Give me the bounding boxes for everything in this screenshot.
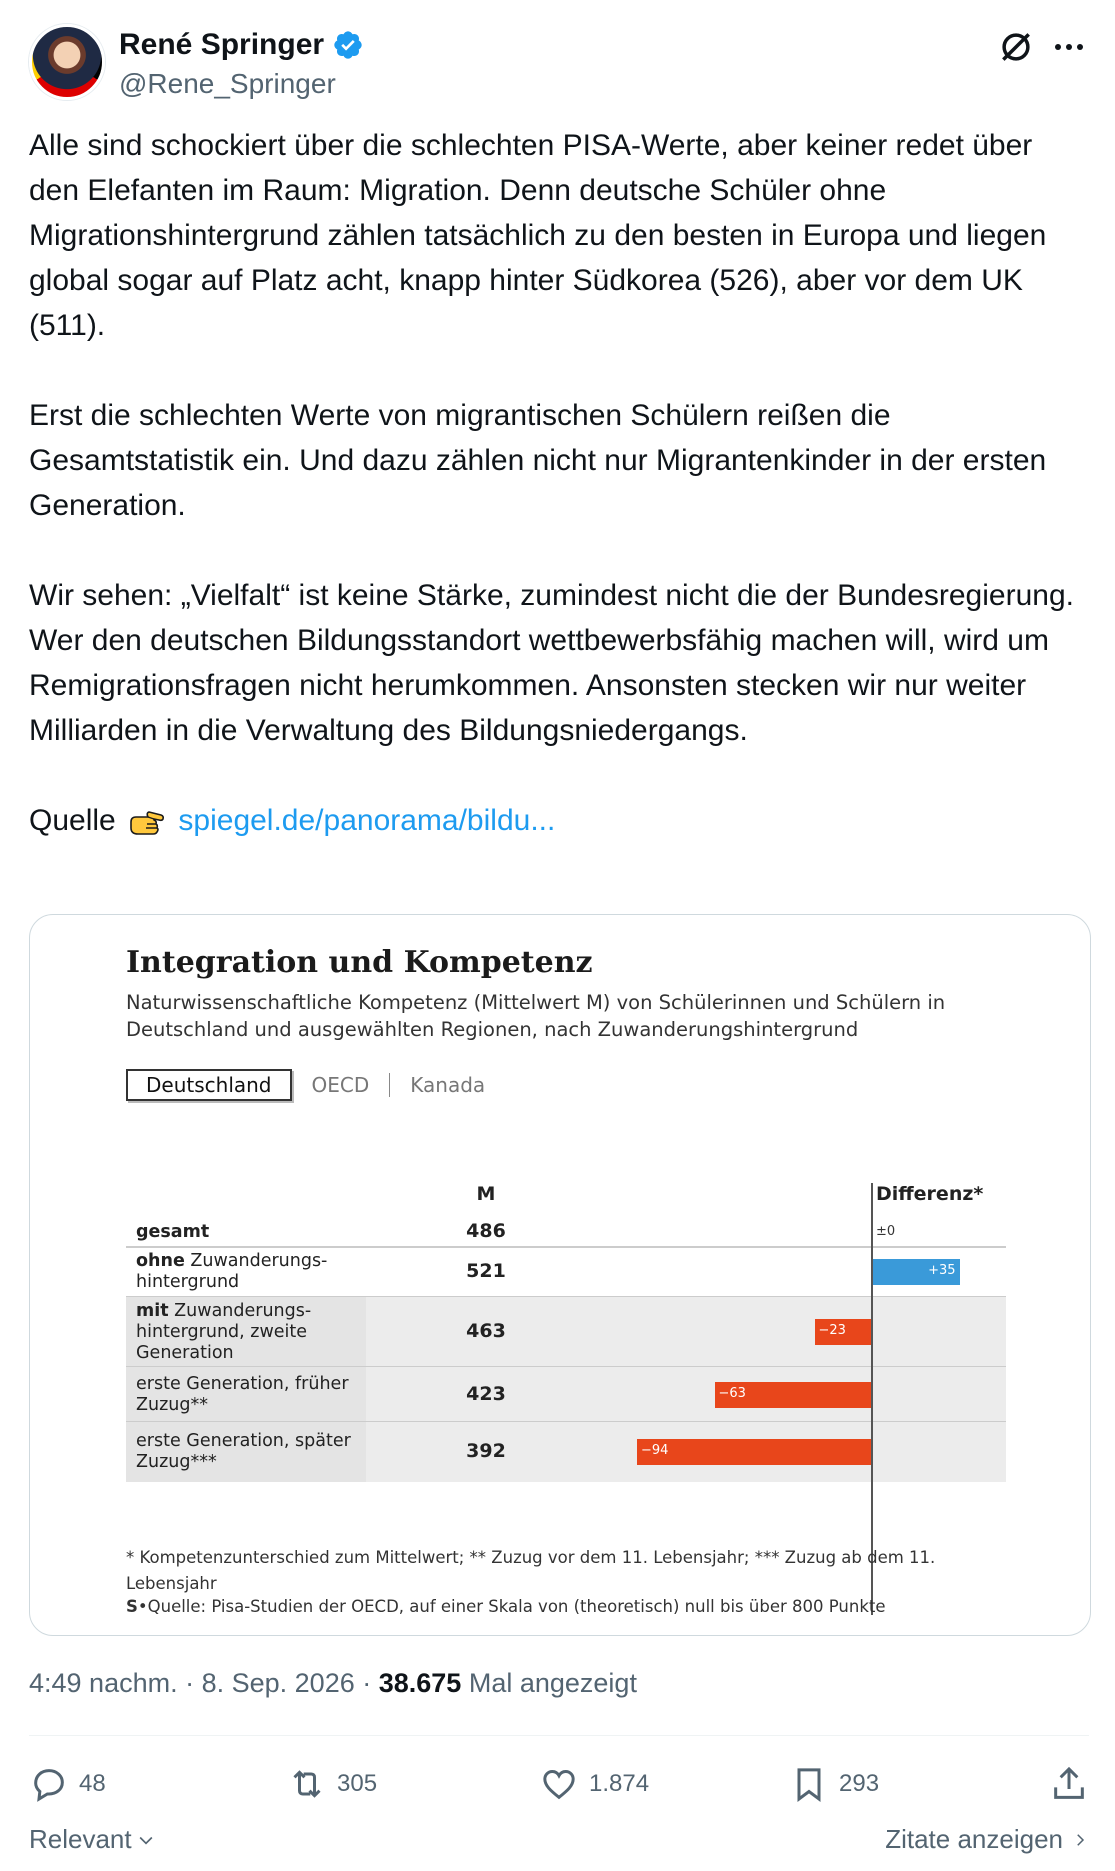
row-label-text: erste Generation, später Zuzug*** <box>136 1431 351 1472</box>
row-label <box>136 1301 356 1364</box>
tweet-text <box>29 123 1089 843</box>
more-options-icon[interactable] <box>1049 30 1089 64</box>
column-header-differenz: Differenz* <box>876 1183 984 1205</box>
chart-bar <box>715 1382 873 1408</box>
action-bar <box>29 1758 1089 1814</box>
bookmark-icon <box>789 1764 829 1804</box>
row-label <box>136 1251 356 1293</box>
like-count: 1.874 <box>589 1770 650 1797</box>
source-mark: S <box>126 1597 138 1616</box>
tweet-paragraph: Erst die schlechten Werte von migrantischen Schülern reißen die Gesamtstatistik ein. Und dazu zählen nicht nur Migrantenkinder in der ersten Generation. <box>29 399 1047 522</box>
tab-oecd: OECD <box>311 1073 370 1097</box>
divider <box>29 1735 1089 1736</box>
tweet-meta: 4:49 nachm. · 8. Sep. 2026 · 38.675 Mal angezeigt <box>29 1668 637 1698</box>
row-label <box>136 1431 356 1473</box>
author-name-row <box>119 28 364 62</box>
zero-label: ±0 <box>876 1224 896 1239</box>
tweet-paragraph: Alle sind schockiert über die schlechten PISA-Werte, aber keiner redet über den Elefanten im Raum: Migration. Denn deutsche Schüler ohne Migrationshintergrund zählen tatsächlich zu den besten in Europa und liegen global sogar auf Platz acht, knapp hinter Südkorea (526), aber vor dem UK (511). <box>29 129 1047 342</box>
chart-tabs <box>126 1069 505 1101</box>
source-link[interactable]: spiegel.de/panorama/bildu... <box>178 804 556 837</box>
heart-icon <box>539 1764 579 1804</box>
tweet-date[interactable]: 8. Sep. 2026 <box>201 1668 355 1698</box>
view-count: 38.675 <box>378 1668 462 1698</box>
chart-row <box>126 1217 1006 1247</box>
chevron-down-icon <box>136 1830 156 1850</box>
chart-title: Integration und Kompetenz <box>126 945 593 980</box>
replies-toolbar <box>29 1818 1089 1862</box>
row-m-value: 463 <box>466 1320 506 1342</box>
row-label-text: erste Generation, früher Zuzug** <box>136 1373 349 1415</box>
bar-label: −63 <box>718 1385 746 1401</box>
bar-label: −94 <box>641 1443 669 1458</box>
row-m-value: 486 <box>466 1220 506 1242</box>
view-quotes-link[interactable] <box>885 1824 1089 1855</box>
repost-button[interactable] <box>287 1764 377 1804</box>
row-m-value: 392 <box>466 1440 506 1462</box>
reply-button[interactable] <box>29 1764 106 1804</box>
author-name[interactable]: René Springer <box>119 28 325 61</box>
verified-badge-icon[interactable] <box>332 29 364 61</box>
avatar[interactable] <box>29 24 105 100</box>
chart-source-text: •Quelle: Pisa-Studien der OECD, auf einer Skala von (theoretisch) null bis über 800 Punkte <box>137 1597 886 1616</box>
row-m-value: 423 <box>466 1382 506 1405</box>
chart-footnote: * Kompetenzunterschied zum Mittelwert; ** Zuzug vor dem 11. Lebensjahr; *** Zuzug ab dem 11. Lebensjahr <box>126 1548 936 1593</box>
chart <box>126 945 1006 1625</box>
reply-icon <box>29 1764 69 1804</box>
sort-dropdown[interactable] <box>29 1824 156 1855</box>
chart-row <box>126 1297 1006 1367</box>
tweet-source-line <box>29 798 1089 843</box>
bookmark-button[interactable] <box>789 1764 879 1804</box>
bar-label: +35 <box>928 1263 956 1278</box>
chart-source <box>126 1597 886 1616</box>
tab-deutschland: Deutschland <box>126 1069 292 1101</box>
chart-row <box>126 1247 1006 1297</box>
row-label-cell <box>126 1422 366 1482</box>
row-label-cell <box>126 1247 366 1297</box>
bookmark-count: 293 <box>839 1770 880 1797</box>
sort-label: Relevant <box>29 1824 132 1854</box>
media-image-card[interactable] <box>29 914 1091 1636</box>
repost-count: 305 <box>337 1770 378 1797</box>
quotes-label: Zitate anzeigen <box>885 1824 1063 1854</box>
pointing-hand-icon <box>128 806 166 836</box>
tab-kanada: Kanada <box>410 1073 486 1097</box>
like-button[interactable] <box>539 1764 649 1804</box>
row-m-value: 521 <box>466 1260 506 1282</box>
chevron-right-icon <box>1071 1829 1089 1851</box>
chart-row <box>126 1422 1006 1482</box>
views-label: Mal angezeigt <box>468 1668 637 1698</box>
row-label-text: Zuwanderungs-hintergrund <box>136 1251 328 1292</box>
author-handle[interactable]: @Rene_Springer <box>119 68 336 99</box>
chart-bar <box>815 1319 873 1345</box>
row-label-bold: gesamt <box>136 1221 210 1242</box>
tweet-header <box>29 24 1089 104</box>
column-header-m: M <box>476 1183 496 1205</box>
chart-subtitle: Naturwissenschaftliche Kompetenz (Mittelwert M) von Schülerinnen und Schülern in Deutschland und ausgewählten Regionen, nach Zuwanderungshintergrund <box>126 991 946 1041</box>
grok-icon[interactable] <box>997 28 1035 66</box>
row-label-cell <box>126 1217 366 1247</box>
reply-count: 48 <box>79 1770 106 1797</box>
row-label-bold: ohne <box>136 1251 185 1271</box>
source-label: Quelle <box>29 804 116 837</box>
chart-row <box>126 1367 1006 1422</box>
row-label-bold: mit <box>136 1300 169 1321</box>
share-icon[interactable] <box>1049 1764 1089 1804</box>
tweet-time[interactable]: 4:49 nachm. <box>29 1668 178 1698</box>
chart-bar <box>637 1439 872 1465</box>
row-label <box>136 1222 356 1243</box>
row-label-text: Zuwanderungs-hintergrund, zweite Generation <box>136 1300 312 1363</box>
repost-icon <box>287 1764 327 1804</box>
bar-label: −23 <box>818 1323 846 1338</box>
row-label <box>136 1374 356 1416</box>
chart-bar <box>872 1259 960 1285</box>
tweet-paragraph: Wir sehen: „Vielfalt“ ist keine Stärke, zumindest nicht die der Bundesregierung. Wer den deutschen Bildungsstandort wettbewerbsfähig machen will, wird um Remigrationsfragen nicht herumkommen. Ansonsten stecken wir nur weiter Milliarden in die Verwaltung des Bildungsniedergangs. <box>29 579 1074 747</box>
row-label-cell <box>126 1297 366 1367</box>
row-label-cell <box>126 1367 366 1422</box>
